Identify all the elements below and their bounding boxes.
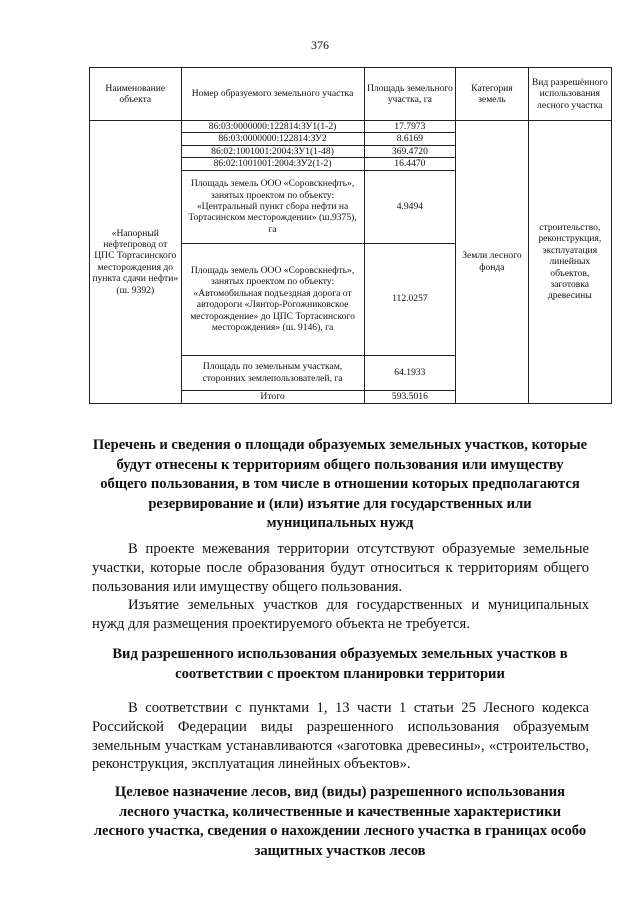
paragraph: Изъятие земельных участков для государственных и муниципальных нужд для размещения проектируемого объекта не требуется. [92,597,589,633]
header-parcel-number: Номер образуемого земельного участка [181,68,364,121]
area-cell: 17.7973 [364,121,456,133]
land-parcels-table [89,67,612,404]
total-value-cell: 593.5016 [364,390,456,403]
parcel-number-cell: 86:03:0000000:122814:ЗУ2 [181,133,364,145]
area-cell: 8.6169 [364,133,456,145]
section-body-public-use [92,540,589,634]
section-heading-public-use: Перечень и сведения о площади образуемых земельных участков, которые будут отнесены к территориям общего пользования или имуществу общего пользования, в том числе в отношении которых предполагаются резервирование и (или) изъятие для государственных или муниципальных нужд [92,437,588,532]
parcel-number-cell: Площадь по земельным участкам, сторонних землепользователей, га [181,355,364,390]
paragraph: В проекте межевания территории отсутствуют образуемые земельные участки, которые после образования будут относиться к территориям общего пользования или имуществу общего пользования. [92,541,589,595]
table-header-row [90,68,612,121]
area-cell: 112.0257 [364,243,456,355]
parcel-number-cell: 86:03:0000000:122814:ЗУ1(1-2) [181,121,364,133]
header-object: Наименование объекта [90,68,182,121]
use-cell: строительство, реконструкция, эксплуатация линейных объектов, заготовка древесины [528,121,611,404]
section-body-permitted-use [92,699,589,774]
parcel-number-cell: 86:02:1001001:2004:ЗУ2(1-2) [181,158,364,170]
header-category: Категория земель [456,68,528,121]
parcel-number-cell: 86:02:1001001:2004:ЗУ1(1-48) [181,145,364,157]
paragraph: В соответствии с пунктами 1, 13 части 1 статьи 25 Лесного кодекса Российской Федерации виды разрешенного использования образуемым земельным участкам устанавливаются «заготовка древесины», «строительство, реконструкция, эксплуатация линейных объектов». [92,700,589,773]
object-name-cell: «Напорный нефтепровод от ЦПС Тортасинского месторождения до пункта сдачи нефти» (ш. 9392) [90,121,182,404]
section-heading-forest-purpose: Целевое назначение лесов, вид (виды) разрешенного использования лесного участка, количественные и качественные характеристики лесного участка, сведения о нахождении лесного участка в границах особо защитных участков лесов [93,784,587,859]
category-cell: Земли лесного фонда [456,121,528,404]
area-cell: 369.4720 [364,145,456,157]
area-cell: 64.1933 [364,355,456,390]
parcel-number-cell: Площадь земель ООО «Соровскнефть», занятых проектом по объекту: «Центральный пункт сбора нефти на Тортасинском месторождении» (ш.9375), га [181,170,364,243]
section-heading-permitted-use: Вид разрешенного использования образуемых земельных участков в соответствии с проектом планировки территории [112,646,568,682]
header-use: Вид разрешённого использования лесного участка [528,68,611,121]
table-row [90,121,612,133]
parcel-number-cell: Площадь земель ООО «Соровскнефть», занятых проектом по объекту: «Автомобильная подъездная дорога от автодороги «Лянтор-Рогожниковское месторождение» до ЦПС Тортасинского месторождения» (ш. 9146), га [181,243,364,355]
area-cell: 16.4470 [364,158,456,170]
total-label-cell: Итого [181,390,364,403]
page-number: 376 [311,38,329,52]
area-cell: 4.9494 [364,170,456,243]
header-area: Площадь земельного участка, га [364,68,456,121]
